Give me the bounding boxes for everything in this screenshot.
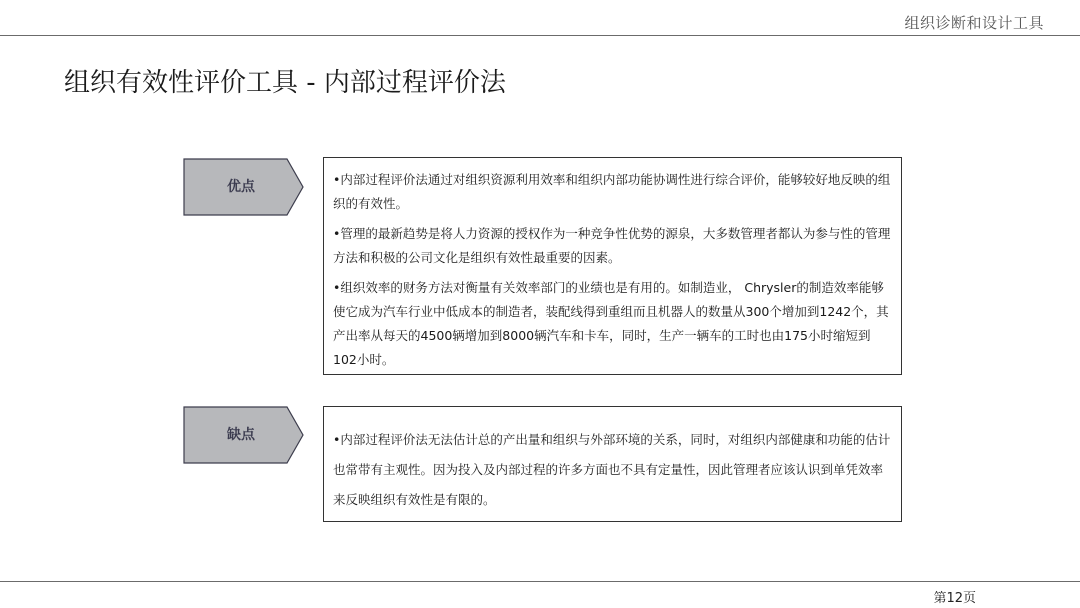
pros-text-box bbox=[323, 157, 902, 375]
section-title: 组织诊断和设计工具 bbox=[904, 14, 1044, 32]
cons-text-box bbox=[323, 406, 902, 522]
page-number: 第12页 bbox=[933, 591, 976, 606]
bottom-divider bbox=[0, 581, 1080, 582]
pros-paragraph-3: •组织效率的财务方法对衡量有关效率部门的业绩也是有用的。如制造业， Chrysler的制造效率能够使它成为汽车行业中低成本的制造者，装配线得到重组而且机器人的数量从300个增加到1242个，其产出率从每天的4500辆增加到8000辆汽车和卡车，同时，生产一辆车的工时也由175小时缩短到102小时。 bbox=[333, 280, 889, 367]
cons-label: 缺点 bbox=[227, 427, 255, 443]
pros-paragraph-2: •管理的最新趋势是将人力资源的授权作为一种竞争性优势的源泉，大多数管理者都认为参与性的管理方法和积极的公司文化是组织有效性最重要的因素。 bbox=[333, 226, 891, 265]
pros-label-arrow bbox=[183, 158, 305, 216]
slide-title: 组织有效性评价工具 - 内部过程评价法 bbox=[64, 68, 506, 98]
cons-label-arrow bbox=[183, 406, 305, 464]
top-divider bbox=[0, 35, 1080, 36]
pros-paragraph-1: •内部过程评价法通过对组织资源利用效率和组织内部功能协调性进行综合评价，能够较好地反映的组织的有效性。 bbox=[333, 172, 891, 211]
cons-paragraph-1: •内部过程评价法无法估计总的产出量和组织与外部环境的关系，同时，对组织内部健康和功能的估计也常带有主观性。因为投入及内部过程的许多方面也不具有定量性，因此管理者应该认识到单凭效率来反映组织有效性是有限的。 bbox=[333, 432, 891, 507]
pros-label: 优点 bbox=[227, 179, 255, 195]
